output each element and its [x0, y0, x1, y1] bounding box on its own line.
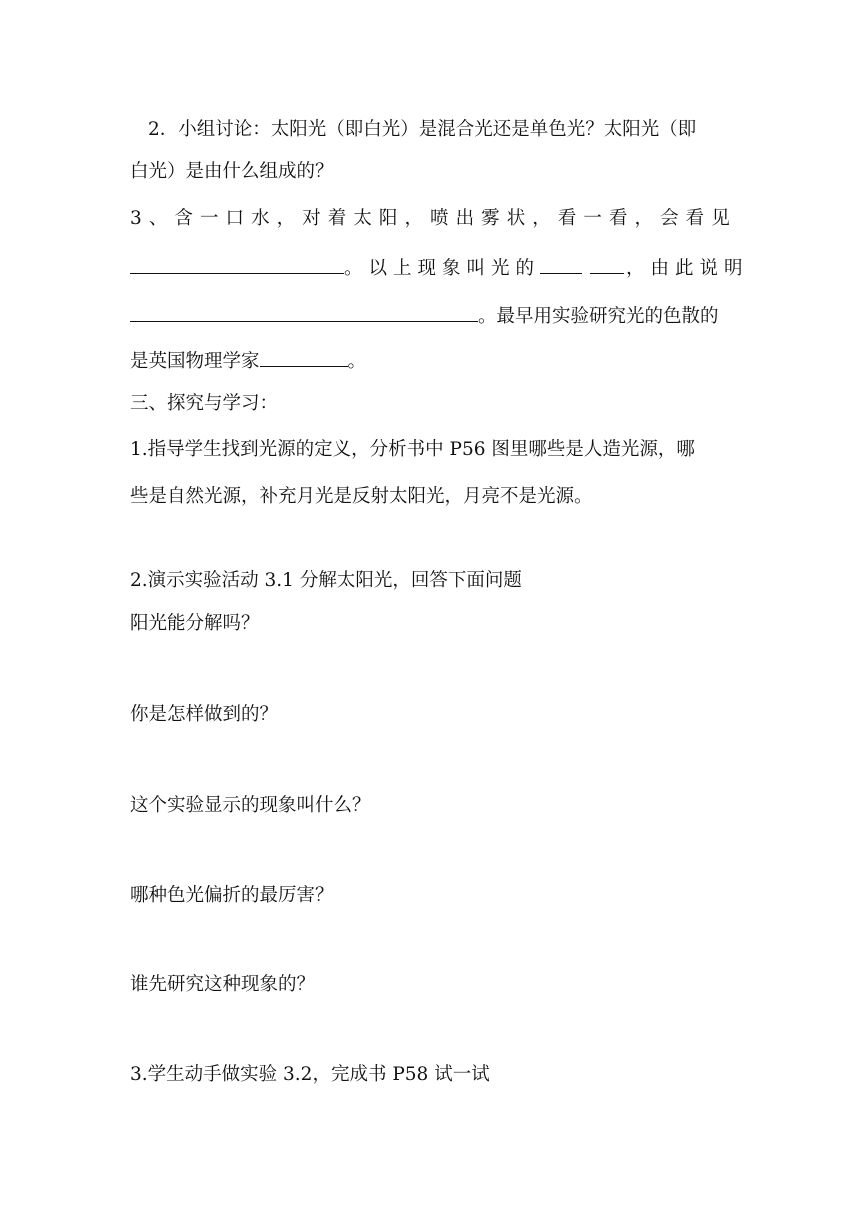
char: ，: [634, 208, 654, 229]
question-phenomenon-name: 这个实验显示的现象叫什么？: [130, 795, 371, 816]
answer-blank[interactable]: [260, 348, 348, 367]
char: 、: [148, 208, 168, 229]
char: 口: [225, 208, 245, 229]
char: 状: [506, 208, 526, 229]
answer-blank[interactable]: [540, 255, 582, 274]
item1-line2: 些是自然光源，补充月光是反射太阳光，月亮不是光源。: [130, 486, 593, 507]
discussion-question-line1: 2．小组讨论：太阳光（即白光）是混合光还是单色光？太阳光（即: [148, 119, 697, 140]
water-spray-question-line3: [130, 303, 730, 329]
section-heading: 三、探究与学习：: [130, 393, 279, 414]
text-segment: ，由此说明: [626, 258, 749, 279]
char: 对: [302, 208, 321, 229]
char: 雾: [481, 208, 500, 229]
char: 3: [130, 208, 142, 229]
char: 含: [174, 208, 193, 229]
char: 会: [660, 208, 679, 229]
question-how-done: 你是怎样做到的？: [130, 704, 279, 725]
char: 太: [353, 208, 372, 229]
water-spray-question-line4: [130, 348, 730, 374]
char: 见: [711, 208, 730, 229]
char: 一: [583, 208, 602, 229]
question-most-refracted: 哪种色光偏折的最厉害？: [130, 885, 334, 906]
discussion-question-line2: 白光）是由什么组成的？: [130, 161, 334, 182]
char: 看: [685, 208, 705, 229]
char: ，: [404, 208, 423, 229]
text-segment: 。最早用实验研究光的色散的: [478, 306, 719, 327]
water-spray-question-line1: [130, 207, 730, 231]
answer-blank[interactable]: [130, 303, 478, 322]
char: 看: [608, 208, 628, 229]
item1-line1: 1.指导学生找到光源的定义，分析书中 P56 图里哪些是人造光源，哪: [130, 439, 695, 460]
char: ，: [532, 208, 551, 229]
char: 出: [455, 208, 475, 229]
char: 一: [199, 208, 219, 229]
char: 看: [557, 208, 577, 229]
char: 水: [251, 208, 270, 229]
water-spray-question-line2: [130, 255, 749, 281]
text-segment: 是英国物理学家: [130, 351, 260, 372]
answer-blank[interactable]: [590, 255, 624, 274]
item2-title: 2.演示实验活动 3.1 分解太阳光，回答下面问题: [130, 570, 522, 591]
char: ，: [276, 208, 296, 229]
question-who-first: 谁先研究这种现象的？: [130, 974, 316, 995]
text-segment: 。以上现象叫光的: [344, 258, 541, 279]
char: 喷: [430, 208, 449, 229]
char: 着: [327, 208, 347, 229]
text-segment: 。: [347, 351, 367, 372]
char: 阳: [378, 208, 398, 229]
item3-title: 3.学生动手做实验 3.2，完成书 P58 试一试: [130, 1064, 490, 1085]
question-sunlight-decompose: 阳光能分解吗？: [130, 613, 260, 634]
answer-blank[interactable]: [130, 255, 344, 274]
